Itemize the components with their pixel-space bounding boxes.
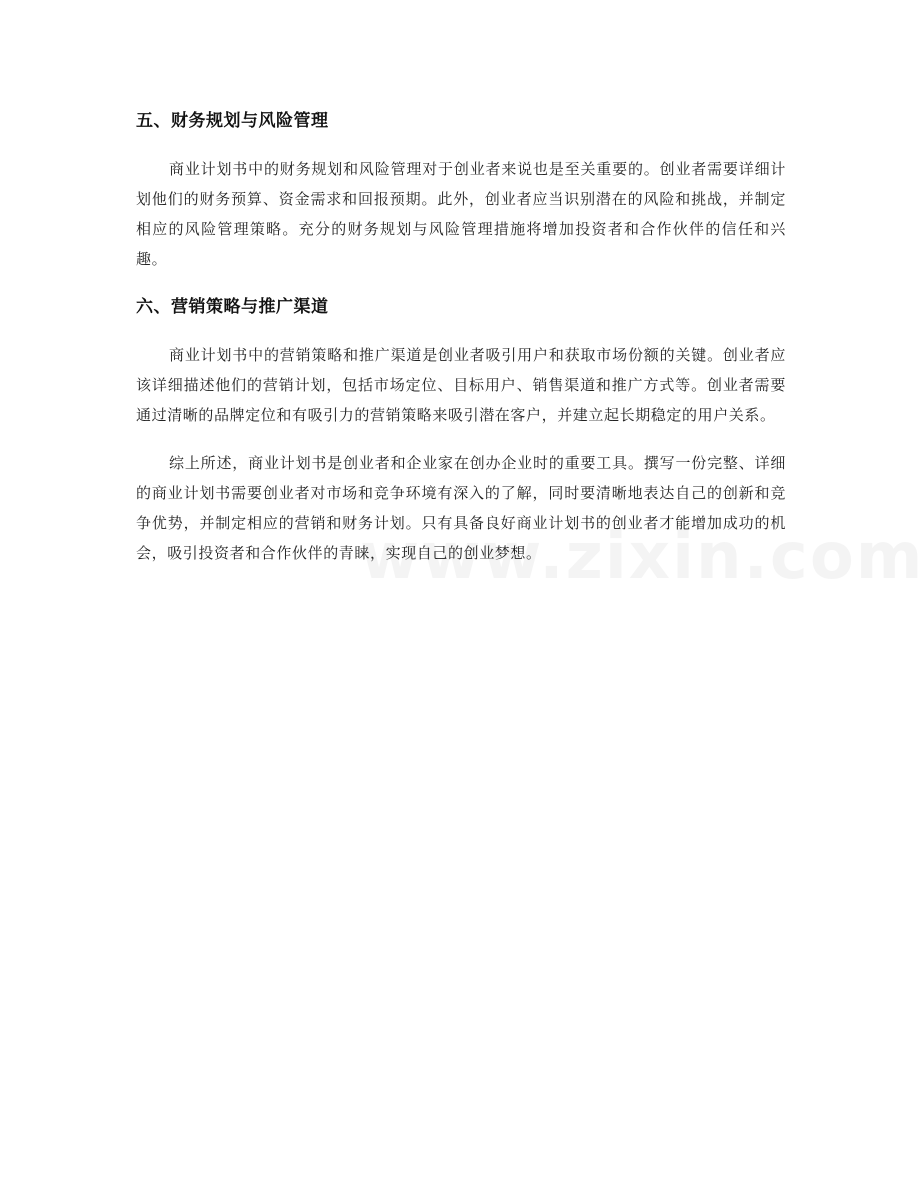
paragraph-finance: 商业计划书中的财务规划和风险管理对于创业者来说也是至关重要的。创业者需要详细计划他们的财务预算、资金需求和回报预期。此外，创业者应当识别潜在的风险和挑战，并制定相应的风险管理策略。充分的财务规划与风险管理措施将增加投资者和合作伙伴的信任和兴趣。 xyxy=(136,160,786,268)
section-heading-marketing: 六、营销策略与推广渠道 xyxy=(136,297,329,317)
paragraph-marketing: 商业计划书中的营销策略和推广渠道是创业者吸引用户和获取市场份额的关键。创业者应该详细描述他们的营销计划，包括市场定位、目标用户、销售渠道和推广方式等。创业者需要通过清晰的品牌定位和有吸引力的营销策略来吸引潜在客户，并建立起长期稳定的用户关系。 xyxy=(136,346,786,424)
section-heading-finance: 五、财务规划与风险管理 xyxy=(136,111,329,131)
document-body xyxy=(136,106,786,586)
paragraph-conclusion: 综上所述，商业计划书是创业者和企业家在创办企业时的重要工具。撰写一份完整、详细的商业计划书需要创业者对市场和竞争环境有深入的了解，同时要清晰地表达自己的创新和竞争优势，并制定相应的营销和财务计划。只有具备良好商业计划书的创业者才能增加成功的机会，吸引投资者和合作伙伴的青睐，实现自己的创业梦想。 xyxy=(136,454,786,562)
